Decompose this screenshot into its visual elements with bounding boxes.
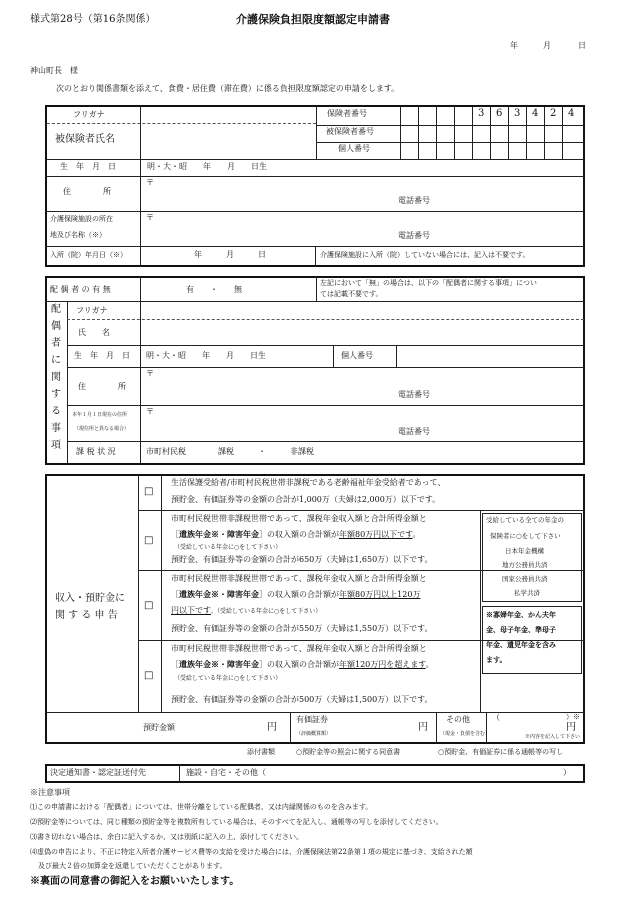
spouse-furigana-label: フリガナ [76, 306, 108, 315]
recipient: 神山町長 様 [30, 66, 78, 75]
spouse-presence-choice[interactable]: 有 ・ 無 [186, 285, 242, 294]
note-2: ⑵預貯金等については、同じ種類の預貯金等を複数所有している場合は、そのすべてを記入し、通帳等の写しを添付してください。 [30, 818, 443, 826]
notification-close-paren: ） [563, 768, 571, 777]
option-1-text-2: 預貯金、有価証券等の金額の合計が1,000万（夫婦は2,000万）以下です。 [171, 495, 441, 504]
pension-insurer[interactable]: 国家公務員共済 [502, 575, 548, 583]
option-3-text-3: 円以下です。（受給している年金に○をして下さい） [171, 606, 322, 615]
option-3-text-4: 預貯金、有価証券等の金額の合計が550万（夫婦は1,550万）以下です。 [171, 624, 433, 633]
notification-label: 決定通知書・認定証送付先 [50, 768, 146, 777]
declaration-label-2: 関 す る 申 告 [55, 610, 118, 621]
insurer-digit: 3 [478, 108, 485, 119]
side-char: 配 [51, 304, 61, 315]
admission-date[interactable]: 年 月 日 [194, 250, 266, 259]
postal-mark: 〒 [146, 407, 154, 416]
note-1: ⑴この申請書における「配偶者」については、世帯分離をしている配偶者、又は内縁関係のものを含みます。 [30, 803, 373, 811]
personal-number-label: 個人番号 [338, 144, 370, 153]
survivor-note: 年金、遺児年金を含み [486, 640, 556, 649]
note-4: ⑷虚偽の申告により、不正に特定入所者介護サービス費等の支給を受けた場合には、介護保険法第22条第１項の規定に基づき、支給された額 [30, 848, 473, 856]
spouse-name-label: 氏 名 [78, 328, 110, 337]
option-4-text: 市町村民税世帯非課税世帯であって、課税年金収入額と合計所得金額と [171, 644, 427, 653]
survivor-note: ※寡婦年金、かん夫年 [486, 610, 556, 619]
pension-box-title: 受給している全ての年金の [486, 516, 564, 524]
securities-label: 有価証券 [296, 715, 328, 724]
option-1-checkbox[interactable]: □ [144, 486, 154, 497]
insurer-digit: 3 [514, 108, 521, 119]
savings-yen: 円 [267, 722, 277, 733]
pension-insurer[interactable]: 地方公務員共済 [502, 561, 548, 569]
side-char: る [51, 406, 61, 417]
side-char: 事 [51, 423, 61, 434]
admission-label: 入所（院）年月日（※） [50, 251, 127, 259]
dob-value[interactable]: 明・大・昭 年 月 日生 [147, 162, 267, 171]
spouse-presence-note: 左記において「無」の場合は、以下の「配偶者に関する事項」につい [320, 279, 537, 287]
notification-destination[interactable]: 施設・自宅・その他（ [186, 768, 266, 777]
side-char: 関 [51, 372, 61, 383]
dob-label: 生 年 月 日 [60, 162, 116, 171]
side-char: す [51, 389, 61, 400]
spouse-presence-note-2: ては記載不要です。 [320, 290, 383, 298]
date-month: 月 [543, 41, 551, 50]
savings-label: 預貯金額 [143, 723, 175, 732]
admission-note: 介護保険施設に入所（院）していない場合には、記入は不要です。 [320, 251, 530, 259]
option-1-text: 生活保護受給者/市町村民税世帯非課税である老齢福祉年金受給者であって、 [171, 478, 446, 487]
option-3-checkbox[interactable]: □ [144, 600, 154, 611]
other-label: その他 [446, 715, 470, 724]
other-paren-open: （ [492, 713, 500, 722]
date-day: 日 [578, 41, 586, 50]
option-2-pension-line: ［遺族年金※・障害年金］の収入額の合計額が年額80万円以下です。 [171, 529, 421, 539]
date-year: 年 [510, 41, 518, 50]
option-2-text: 市町村民税世帯非課税世帯であって、課税年金収入額と合計所得金額と [171, 514, 427, 523]
prev-address-label-2: （現住所と異なる場合） [74, 426, 130, 432]
insurer-number-label: 保険者番号 [327, 109, 367, 118]
option-4-checkbox[interactable]: □ [144, 670, 154, 681]
note-4-cont: 及び最大２倍の加算金を返還していただくことがあります。 [38, 862, 227, 870]
insurer-digit: 4 [532, 108, 539, 119]
insured-name-label: 被保険者氏名 [55, 134, 115, 145]
phone-label: 電話番号 [398, 390, 430, 399]
form-title: 介護保険負担限度額認定申請書 [236, 13, 390, 26]
other-paren-close: ）※ [566, 713, 580, 721]
option-4-hint: （受給している年金に○をして下さい） [174, 675, 282, 682]
spouse-section [45, 276, 585, 465]
other-yen: 円 [566, 722, 576, 733]
pension-box-subtitle: 保険者に○をして下さい [490, 532, 561, 540]
note-3: ⑶書き切れない場合は、余白に記入するか、又は別紙に記入の上、添付してください。 [30, 833, 303, 841]
attachments-label: 添付書類 [247, 748, 275, 756]
insured-name-field[interactable] [145, 126, 315, 158]
insurer-digit: 6 [496, 108, 503, 119]
side-char: に [51, 355, 61, 366]
phone-label: 電話番号 [398, 231, 430, 240]
applicant-section [45, 105, 585, 267]
insurer-digit: 4 [568, 108, 575, 119]
pension-insurer[interactable]: 日本年金機構 [505, 547, 544, 555]
postal-mark: 〒 [146, 213, 154, 222]
tax-status-label: 課 税 状 況 [76, 447, 116, 456]
survivor-note: ます。 [486, 655, 507, 664]
facility-label: 介護保険施設の所在 [50, 215, 113, 223]
option-4-pension-line: ［遺族年金※・障害年金］の収入額の合計額が年額120万円を超えます。 [171, 659, 434, 669]
applicant-furigana-label: フリガナ [73, 110, 105, 119]
option-3-pension-line: ［遺族年金※・障害年金］の収入額の合計額が年額80万円以上120万 [171, 589, 421, 599]
intro-text: 次のとおり関係書類を添えて、食費・居住費（滞在費）に係る負担限度額認定の申請をします。 [56, 84, 400, 93]
spouse-dob-value[interactable]: 明・大・昭 年 月 日生 [146, 351, 266, 360]
attachment-passbook: ○預貯金、有価証券に係る通帳等の写し [438, 748, 564, 756]
other-note: ※内容を記入して下さい [525, 734, 581, 740]
footer-note: ※裏面の同意書の御記入をお願いいたします。 [30, 876, 240, 887]
insurer-digit: 2 [550, 108, 557, 119]
notes-title: ※注意事項 [30, 788, 70, 797]
side-char: 偶 [51, 321, 61, 332]
side-char: 項 [51, 440, 61, 451]
phone-label: 電話番号 [398, 196, 430, 205]
prev-address-label: 本年１月１日現在の住所 [72, 412, 128, 418]
survivor-note: 金、母子年金、準母子 [486, 625, 556, 634]
option-2-text-4: 預貯金、有価証券等の金額の合計が650万（夫婦は1,650万）以下です。 [171, 555, 433, 564]
side-char: 者 [51, 338, 61, 349]
option-2-checkbox[interactable]: □ [144, 535, 154, 546]
spouse-personal-number-label: 個人番号 [341, 351, 373, 360]
spouse-presence-label: 配 偶 者 の 有 無 [50, 285, 111, 294]
option-4-text-4: 預貯金、有価証券等の金額の合計が500万（夫婦は1,500万）以下です。 [171, 695, 433, 704]
pension-insurer[interactable]: 私学共済 [514, 589, 540, 597]
option-3-text: 市町村民税世帯非課税世帯であって、課税年金収入額と合計所得金額と [171, 574, 427, 583]
postal-mark: 〒 [146, 369, 154, 378]
spouse-dob-label: 生 年 月 日 [74, 351, 130, 360]
declaration-label: 収入・預貯金に [55, 593, 125, 604]
attachment-consent: ○預貯金等の照会に関する同意書 [296, 748, 401, 756]
facility-label-2: 地及び名称（※） [50, 231, 106, 239]
spouse-address-label: 住 所 [78, 382, 126, 391]
tax-status-value[interactable]: 市町村民税 課税 ・ 非課税 [146, 447, 314, 456]
other-sublabel: （現金・負債を含む） [440, 731, 491, 737]
securities-yen: 円 [418, 722, 428, 733]
address-label: 住 所 [63, 187, 111, 196]
option-2-hint: （受給している年金に○をして下さい） [174, 544, 282, 551]
insured-number-label: 被保険者番号 [326, 127, 374, 136]
phone-label: 電話番号 [398, 427, 430, 436]
form-number: 様式第28号（第16条関係） [30, 14, 156, 25]
postal-mark: 〒 [146, 178, 154, 187]
securities-sublabel: （評価概算額） [296, 731, 332, 737]
